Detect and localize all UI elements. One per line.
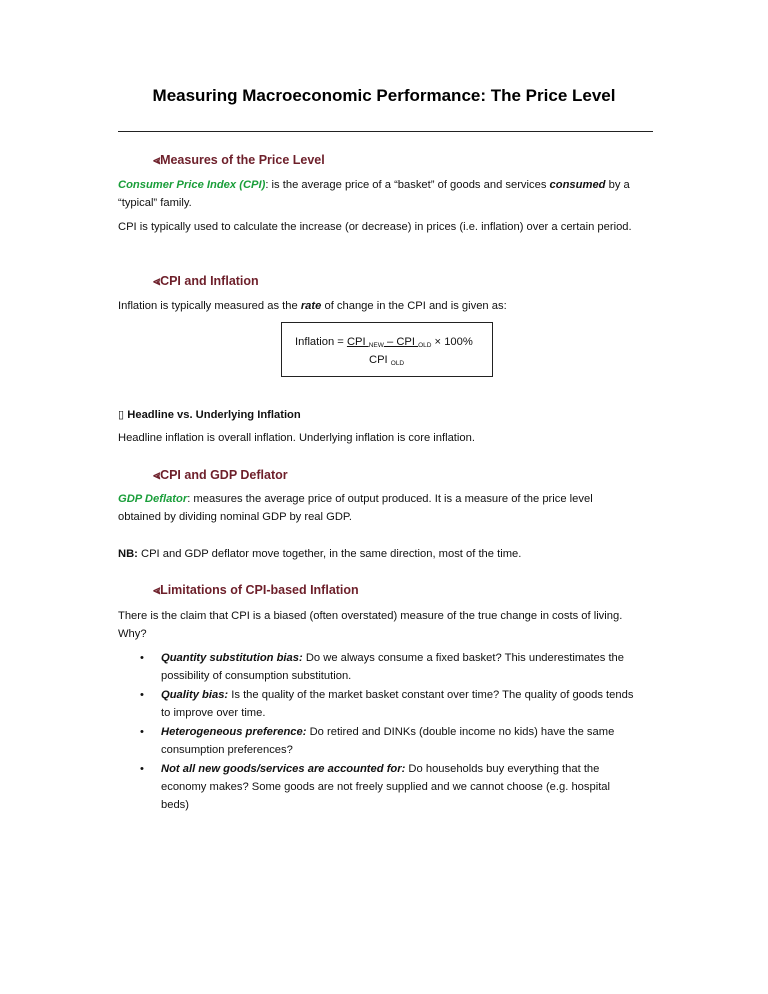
inflation-intro: Inflation is typically measured as the rate of change in the CPI and is given as: bbox=[118, 300, 507, 312]
subheading-headline: ▯ Headline vs. Underlying Inflation bbox=[118, 409, 301, 421]
formula-denominator: CPI $_{OLD}$ bbox=[369, 354, 405, 367]
section-heading-measures: ⪡Measures of the Price Level bbox=[153, 153, 325, 167]
bullet-icon: • bbox=[140, 689, 144, 701]
section-heading-gdp-deflator: ⪡CPI and GDP Deflator bbox=[153, 468, 288, 482]
list-item: • Heterogeneous preference: Do retired and DINKs (double income no kids) have the same consumption preferences? bbox=[140, 723, 640, 759]
limitations-list bbox=[140, 649, 640, 815]
gdp-deflator-definition: GDP Deflator: measures the average price of output produced. It is a measure of the price level obtained by dividing nominal GDP by real GDP. bbox=[118, 493, 593, 523]
arrow-bullet-icon: ⪡ bbox=[153, 468, 161, 482]
bullet-icon: • bbox=[140, 652, 144, 664]
gdp-deflator-term: GDP Deflator bbox=[118, 493, 188, 505]
cpi-term: Consumer Price Index (CPI) bbox=[118, 179, 266, 191]
missing-glyph-icon: ▯ bbox=[118, 409, 125, 421]
cpi-definition: Consumer Price Index (CPI): is the average price of a “basket” of goods and services consumed by a “typical” family. bbox=[118, 179, 630, 209]
inflation-formula-box bbox=[281, 322, 493, 377]
cpi-usage-paragraph: CPI is typically used to calculate the increase (or decrease) in prices (i.e. inflation) over a certain period. bbox=[118, 221, 632, 233]
list-item: • Quantity substitution bias: Do we always consume a fixed basket? This underestimates the possibility of consumption substitution. bbox=[140, 649, 640, 685]
list-item: • Quality bias: Is the quality of the market basket constant over time? The quality of goods tends to improve over time. bbox=[140, 686, 640, 722]
formula-numerator: Inflation = CPI $_{NEW}$ – CPI $_{OLD}$ × 100% bbox=[295, 336, 473, 349]
list-item: • Not all new goods/services are accounted for: Do households buy everything that the economy makes? Some goods are not freely supplied and we cannot choose (e.g. hospital beds) bbox=[140, 760, 640, 814]
section-heading-limitations: ⪡Limitations of CPI-based Inflation bbox=[153, 583, 359, 597]
arrow-bullet-icon: ⪡ bbox=[153, 583, 161, 597]
arrow-bullet-icon: ⪡ bbox=[153, 274, 161, 288]
bullet-icon: • bbox=[140, 763, 144, 775]
title-divider bbox=[118, 131, 653, 132]
page-title: Measuring Macroeconomic Performance: The Price Level bbox=[152, 86, 616, 105]
arrow-bullet-icon: ⪡ bbox=[153, 153, 161, 167]
section-heading-cpi-inflation: ⪡CPI and Inflation bbox=[153, 274, 259, 288]
bullet-icon: • bbox=[140, 726, 144, 738]
nb-note: NB: CPI and GDP deflator move together, in the same direction, most of the time. bbox=[118, 548, 522, 560]
headline-paragraph: Headline inflation is overall inflation. Underlying inflation is core inflation. bbox=[118, 432, 475, 444]
limitations-intro: There is the claim that CPI is a biased (often overstated) measure of the true change in costs of living. Why? bbox=[118, 610, 623, 640]
